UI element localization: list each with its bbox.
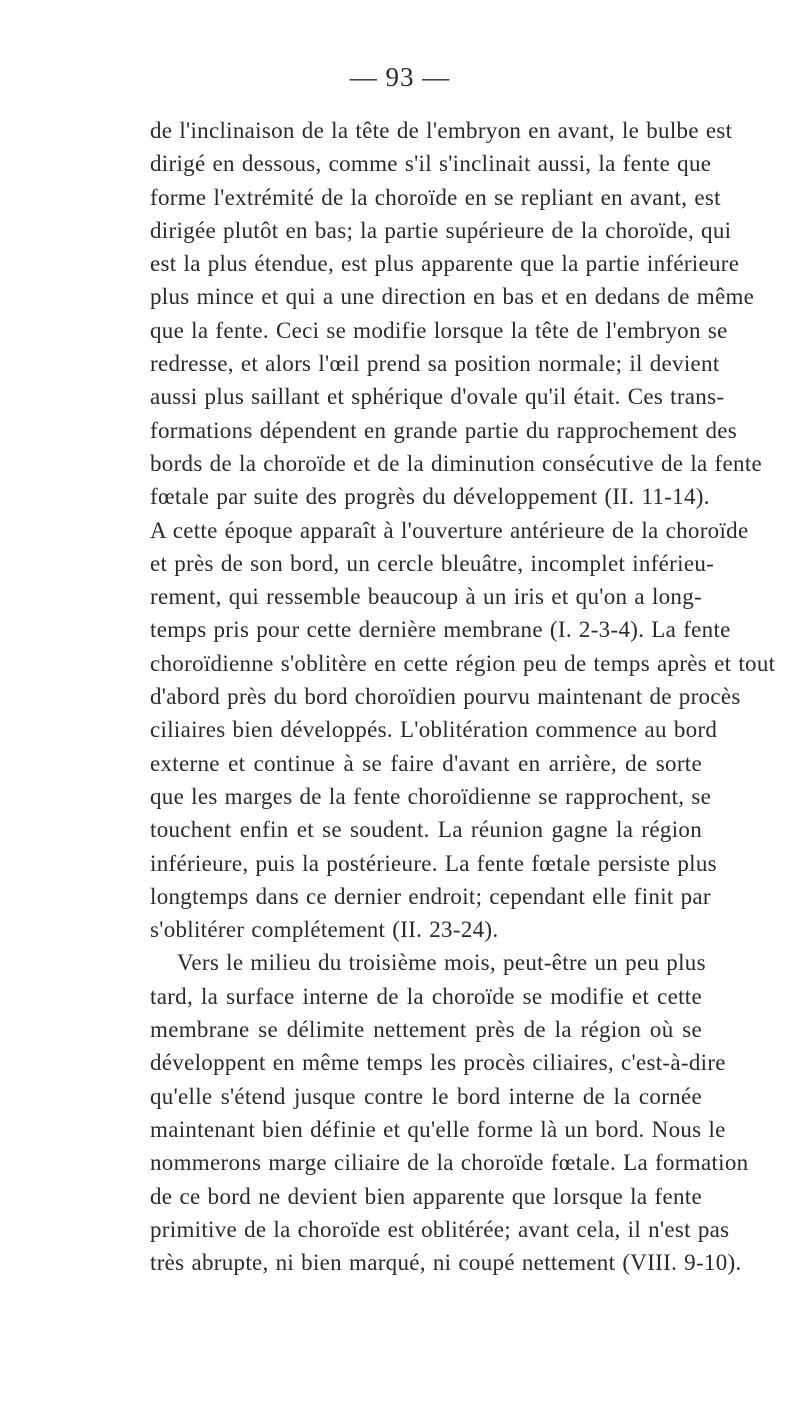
- text-line: maintenant bien définie et qu'elle forme là un bord. Nous le: [150, 1116, 726, 1142]
- text-line: plus mince et qui a une direction en bas et en dedans de même: [150, 284, 755, 310]
- text-line: ciliaires bien développés. L'oblitération commence au bord: [150, 717, 718, 743]
- text-line: temps pris pour cette dernière membrane (I. 2-3-4). La fente: [150, 617, 731, 643]
- text-line: externe et continue à se faire d'avant en arrière, de sorte: [150, 750, 702, 776]
- text-line: A cette époque apparaît à l'ouverture antérieure de la choroïde: [150, 517, 749, 543]
- text-line: développent en même temps les procès ciliaires, c'est-à-dire: [150, 1050, 726, 1076]
- text-line: est la plus étendue, est plus apparente que la partie inférieure: [150, 251, 740, 277]
- text-line: s'oblitérer complétement (II. 23-24).: [150, 917, 499, 943]
- text-line: formations dépendent en grande partie du rapprochement des: [150, 417, 738, 443]
- text-line: inférieure, puis la postérieure. La fente fœtale persiste plus: [150, 850, 717, 876]
- text-line: bords de la choroïde et de la diminution consécutive de la fente: [150, 450, 763, 476]
- text-line: longtemps dans ce dernier endroit; cependant elle finit par: [150, 883, 711, 909]
- text-line: choroïdienne s'oblitère en cette région peu de temps après et tout: [150, 650, 776, 676]
- text-line: redresse, et alors l'œil prend sa position normale; il devient: [150, 351, 720, 377]
- text-line: primitive de la choroïde est oblitérée; avant cela, il n'est pas: [150, 1216, 730, 1242]
- text-line: dirigé en dessous, comme s'il s'inclinait aussi, la fente que: [150, 151, 712, 177]
- text-line: Vers le milieu du troisième mois, peut-être un peu plus: [177, 950, 706, 976]
- text-line: forme l'extrémité de la choroïde en se repliant en avant, est: [150, 184, 721, 210]
- text-line: rement, qui ressemble beaucoup à un iris et qu'on a long-: [150, 584, 702, 610]
- body-text: [150, 114, 776, 1279]
- text-line: dirigée plutôt en bas; la partie supérieure de la choroïde, qui: [150, 217, 732, 243]
- text-line: très abrupte, ni bien marqué, ni coupé nettement (VIII. 9-10).: [150, 1250, 742, 1276]
- text-line: que la fente. Ceci se modifie lorsque la tête de l'embryon se: [150, 317, 728, 343]
- text-line: nommerons marge ciliaire de la choroïde fœtale. La formation: [150, 1150, 749, 1176]
- text-line: de l'inclinaison de la tête de l'embryon en avant, le bulbe est: [150, 118, 733, 143]
- text-line: que les marges de la fente choroïdienne se rapprochent, se: [150, 783, 712, 809]
- text-line: tard, la surface interne de la choroïde se modifie et cette: [150, 983, 702, 1009]
- text-line: et près de son bord, un cercle bleuâtre, incomplet inférieu-: [150, 550, 715, 576]
- text-line: membrane se délimite nettement près de la région où se: [150, 1017, 702, 1043]
- text-line: touchent enfin et se soudent. La réunion gagne la région: [150, 817, 702, 843]
- page-number: — 93 —: [349, 62, 451, 92]
- text-line: fœtale par suite des progrès du développement (II. 11-14).: [150, 484, 710, 510]
- text-line: aussi plus saillant et sphérique d'ovale qu'il était. Ces trans-: [150, 384, 725, 410]
- text-line: de ce bord ne devient bien apparente que lorsque la fente: [150, 1183, 702, 1209]
- text-line: d'abord près du bord choroïdien pourvu maintenant de procès: [150, 684, 741, 710]
- text-line: qu'elle s'étend jusque contre le bord interne de la cornée: [150, 1083, 702, 1109]
